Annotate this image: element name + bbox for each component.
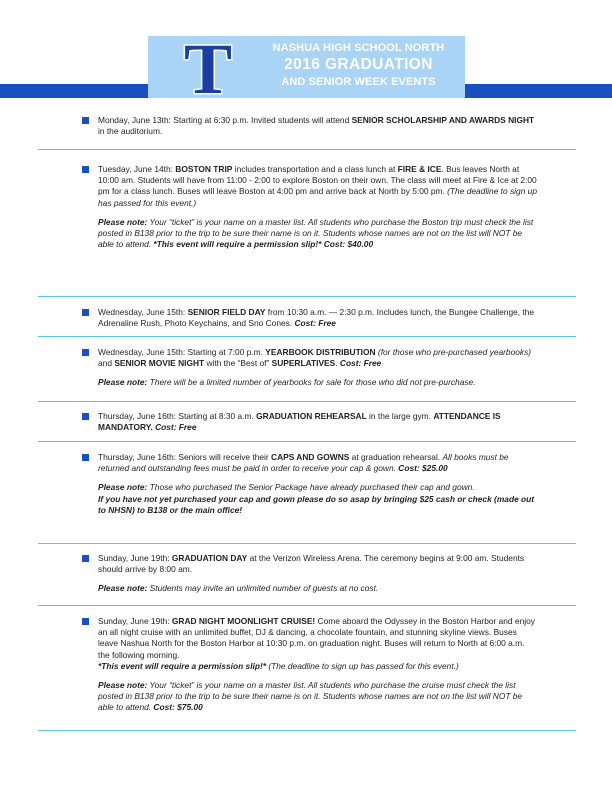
bullet-square-icon bbox=[82, 413, 89, 420]
event-text: Tuesday, June 14th: BOSTON TRIP includes transportation and a class lunch at FIRE & ICE. Bus leaves North at 10:00 am. Students will have from 11:00 - 2:00 to explore Boston on their own. The class will meet at Fire & Ice at 2:00 pm for a class lunch. Buses will leave Boston at 4:00 pm and arrive back at North by 5:00 pm. (The deadline to sign up has passed for this event.) bbox=[98, 164, 538, 208]
school-logo bbox=[176, 33, 240, 101]
event-item bbox=[98, 411, 538, 433]
divider bbox=[38, 401, 576, 402]
divider bbox=[38, 336, 576, 337]
event-text: Thursday, June 16th: Starting at 8:30 a.m. GRADUATION REHEARSAL in the large gym. ATTENDANCE IS MANDATORY. Cost: Free bbox=[98, 411, 501, 433]
title-line-2: 2016 GRADUATION bbox=[284, 56, 433, 73]
divider bbox=[38, 441, 576, 442]
event-item bbox=[98, 452, 538, 516]
divider bbox=[38, 730, 576, 731]
event-text: Sunday, June 19th: GRAD NIGHT MOONLIGHT CRUISE! Come aboard the Odyssey in the Boston Harbor and enjoy an all night cruise with an unlimited buffet, DJ & dancing, a chocolate fountain, and stunning skyline views. Buses leave Nashua North for the Boston Harbor at 10:30 p.m. on graduation night. Buses will return to North at 6:00 a.m. the following morning. *This event will require a permission slip!* (The deadline to sign up has passed for this event.) bbox=[98, 616, 535, 671]
bullet-square-icon bbox=[82, 349, 89, 356]
event-note: Please note: Those who purchased the Senior Package have already purchased their cap and gown. If you have not yet purchased your cap and gown please do so asap by bringing $25 cash or check (made out to NHSN) to B138 or the main office! bbox=[98, 482, 535, 515]
event-text: Thursday, June 16th: Seniors will receive their CAPS AND GOWNS at graduation rehearsal. All books must be returned and outstanding fees must be paid in order to receive your cap & gown. Cost: $25.00 bbox=[98, 452, 509, 474]
event-item bbox=[98, 307, 538, 329]
divider bbox=[38, 543, 576, 544]
divider bbox=[38, 605, 576, 606]
title-line-3: AND SENIOR WEEK EVENTS bbox=[281, 76, 436, 88]
event-item bbox=[98, 616, 538, 714]
event-item bbox=[98, 115, 538, 137]
page-title bbox=[256, 42, 461, 89]
bullet-square-icon bbox=[82, 117, 89, 124]
logo-letter: T bbox=[183, 33, 233, 101]
event-note: Please note: There will be a limited number of yearbooks for sale for those who did not pre-purchase. bbox=[98, 377, 476, 388]
bullet-square-icon bbox=[82, 166, 89, 173]
event-note: Please note: Students may invite an unlimited number of guests at no cost. bbox=[98, 583, 379, 594]
divider bbox=[38, 149, 576, 150]
title-line-1: NASHUA HIGH SCHOOL NORTH bbox=[272, 42, 445, 54]
bullet-square-icon bbox=[82, 309, 89, 316]
bullet-square-icon bbox=[82, 555, 89, 562]
event-item bbox=[98, 347, 538, 389]
event-text: Wednesday, June 15th: SENIOR FIELD DAY from 10:30 a.m. — 2:30 p.m. Includes lunch, the Bungee Challenge, the Adrenaline Rush, Photo Keychains, and Sno Cones. Cost: Free bbox=[98, 307, 535, 329]
bullet-square-icon bbox=[82, 618, 89, 625]
bullet-square-icon bbox=[82, 454, 89, 461]
divider bbox=[38, 296, 576, 297]
event-note: Please note: Your “ticket” is your name on a master list. All students who purchase the Boston trip must check the list posted in B138 prior to the trip to be sure their name is on it. Students whose names are not on the list will NOT be able to attend. *This event will require a permission slip!* Cost: $40.00 bbox=[98, 216, 534, 250]
event-text: Monday, June 13th: Starting at 6:30 p.m. Invited students will attend SENIOR SCHOLARSHIP AND AWARDS NIGHT in the auditorium. bbox=[98, 115, 535, 137]
event-text: Sunday, June 19th: GRADUATION DAY at the Verizon Wireless Arena. The ceremony begins at 9:00 am. Students should arrive by 8:00 am. bbox=[98, 553, 525, 575]
event-item bbox=[98, 164, 538, 250]
event-note: Please note: Your “ticket” is your name on a master list. All students who purchase the cruise must check the list posted in B138 prior to the trip to be sure their name is on it. Students whose names are not on the list will NOT be able to attend. Cost: $75.00 bbox=[98, 680, 523, 713]
event-item bbox=[98, 553, 538, 595]
event-text: Wednesday, June 15th: Starting at 7:00 p.m. YEARBOOK DISTRIBUTION (for those who pre-purchased yearbooks) and SENIOR MOVIE NIGHT with the “Best of” SUPERLATIVES. Cost: Free bbox=[98, 347, 532, 369]
